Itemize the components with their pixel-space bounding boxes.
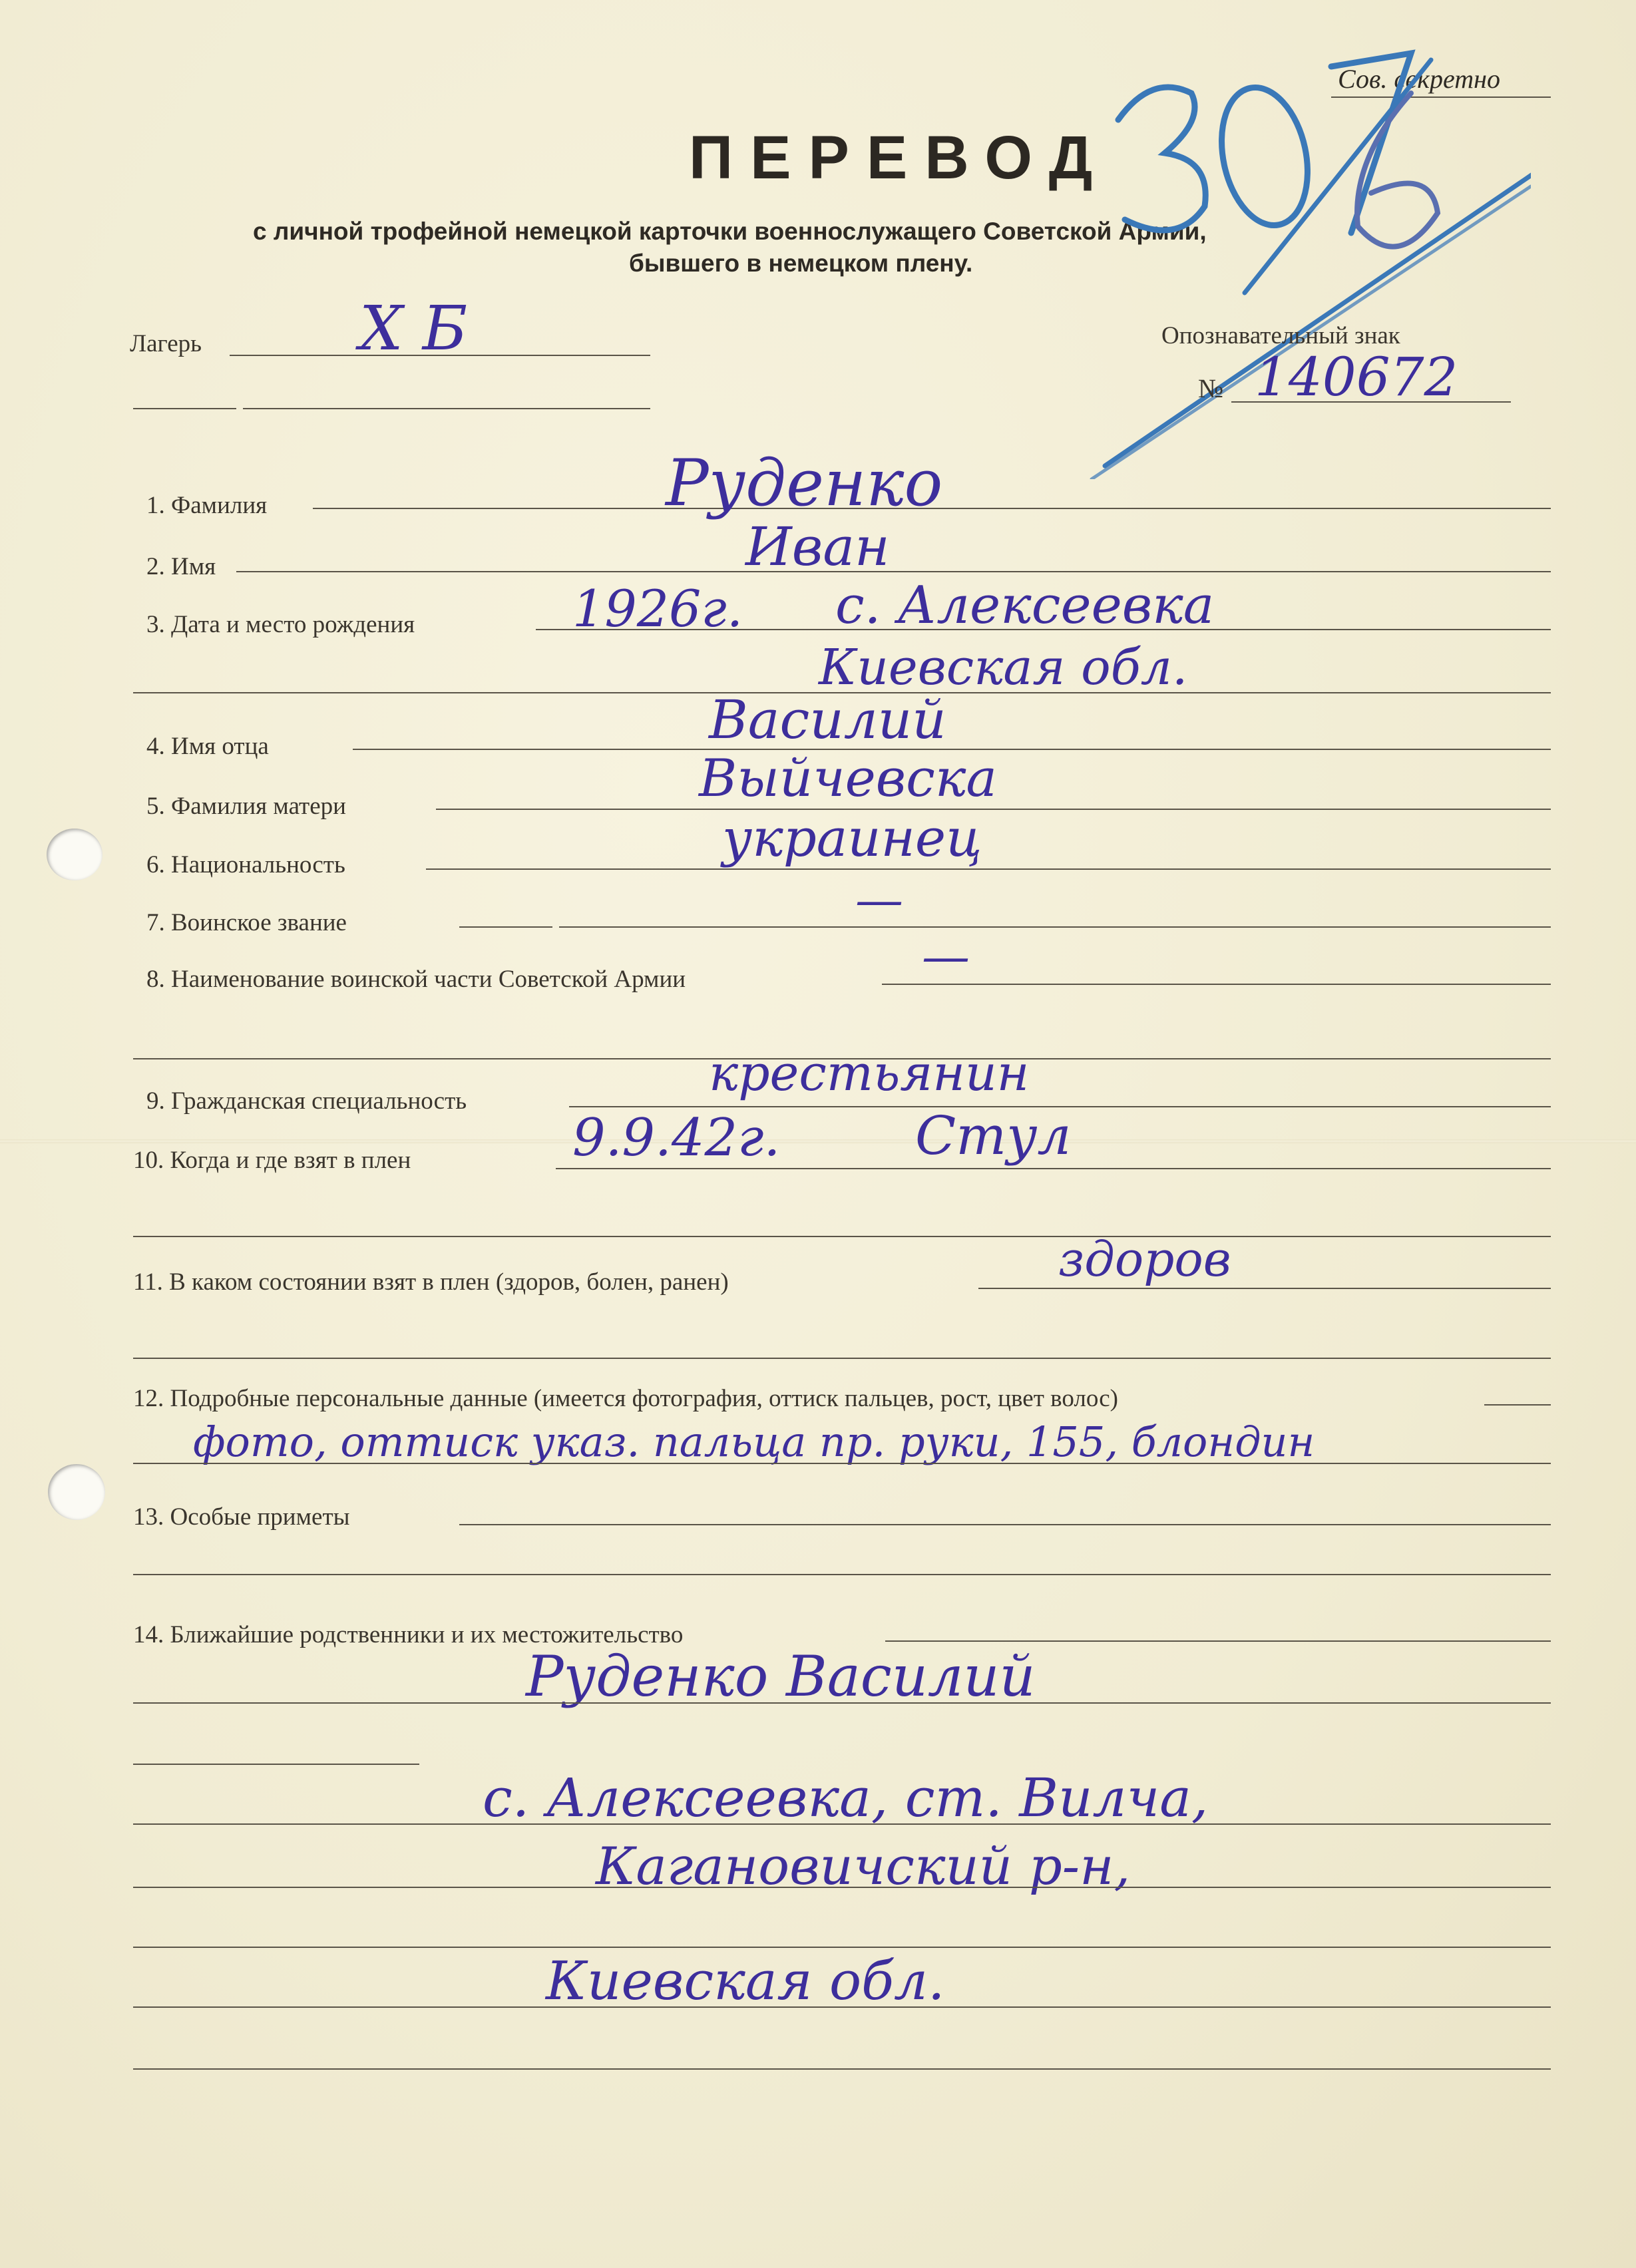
field-12-line bbox=[1484, 1404, 1551, 1406]
blue-pencil-annotation bbox=[1038, 13, 1531, 479]
field-4-label: 4. Имя отца bbox=[146, 733, 269, 760]
field-12-line-2 bbox=[133, 1463, 1551, 1464]
paper-fold bbox=[0, 1139, 1636, 1143]
field-1-label: 1. Фамилия bbox=[146, 492, 268, 519]
field-4-value: Василий bbox=[709, 689, 946, 751]
field-10-line bbox=[556, 1168, 1551, 1169]
field-7-line-b bbox=[559, 926, 1551, 928]
field-3-date: 1926г. bbox=[572, 579, 743, 638]
field-14-value-line3: Кагановичский р-н, bbox=[596, 1837, 1131, 1897]
field-14-line-5 bbox=[133, 1887, 1551, 1888]
field-7-label: 7. Воинское звание bbox=[146, 909, 347, 936]
document-title: ПЕРЕВОД bbox=[689, 124, 1110, 192]
id-tag-value: 140672 bbox=[1255, 346, 1458, 408]
field-14-line bbox=[885, 1640, 1551, 1642]
field-14-line-6 bbox=[133, 1947, 1551, 1948]
classification-stamp: Сов. секретно bbox=[1338, 64, 1500, 94]
field-14-line-2 bbox=[133, 1702, 1551, 1704]
field-13-label: 13. Особые приметы bbox=[133, 1503, 350, 1531]
field-11-value: здоров bbox=[1058, 1231, 1231, 1287]
field-8-line bbox=[882, 984, 1551, 985]
document-subtitle-line1: с личной трофейной немецкой карточки военнослужащего Советской Армии, bbox=[253, 218, 1207, 245]
field-14-label: 14. Ближайшие родственники и их местожительство bbox=[133, 1621, 684, 1648]
field-3-place-line2: Киевская обл. bbox=[819, 639, 1188, 696]
field-2-label: 2. Имя bbox=[146, 553, 216, 580]
field-14-line-3a bbox=[133, 1764, 419, 1765]
field-14-line-4 bbox=[133, 1823, 1551, 1825]
field-14-line-7 bbox=[133, 2006, 1551, 2008]
id-tag-prefix: № bbox=[1198, 373, 1224, 403]
field-10-date: 9.9.42г. bbox=[572, 1108, 781, 1168]
camp-line-2a bbox=[133, 408, 236, 409]
field-7-value: — bbox=[855, 872, 903, 928]
field-14-value-line2: с. Алексеевка, ст. Вилча, bbox=[483, 1767, 1209, 1829]
field-13-line-2 bbox=[133, 1574, 1551, 1575]
document-subtitle-line2: бывшего в немецком плену. bbox=[629, 250, 973, 277]
field-8-label: 8. Наименование воинской части Советской Армии bbox=[146, 966, 686, 993]
field-14-line-8 bbox=[133, 2068, 1551, 2070]
field-5-value: Выйчевска bbox=[699, 749, 997, 809]
field-14-value-line1: Руденко Василий bbox=[526, 1644, 1036, 1709]
camp-value: X Б bbox=[359, 293, 468, 364]
punch-hole-upper bbox=[47, 829, 102, 880]
field-3-label: 3. Дата и место рождения bbox=[146, 611, 415, 638]
field-5-label: 5. Фамилия матери bbox=[146, 793, 346, 820]
field-10-line-2 bbox=[133, 1236, 1551, 1237]
field-8-value: — bbox=[922, 928, 970, 984]
camp-label: Лагерь bbox=[130, 330, 202, 357]
field-14-value-line4: Киевская обл. bbox=[546, 1950, 945, 2012]
field-12-label: 12. Подробные персональные данные (имеется фотография, оттиск пальцев, рост, цвет волос) bbox=[133, 1385, 1118, 1412]
field-11-line-2 bbox=[133, 1358, 1551, 1359]
field-11-label: 11. В каком состоянии взят в плен (здоров, болен, ранен) bbox=[133, 1268, 729, 1296]
field-6-label: 6. Национальность bbox=[146, 851, 345, 878]
field-5-line bbox=[436, 809, 1551, 810]
field-1-value: Руденко bbox=[666, 446, 943, 520]
punch-hole-lower bbox=[48, 1464, 105, 1520]
field-2-line bbox=[236, 571, 1551, 572]
field-13-line bbox=[459, 1524, 1551, 1525]
field-6-value: украинец bbox=[722, 809, 982, 868]
field-9-value: крестьянин bbox=[709, 1045, 1030, 1102]
camp-line-2b bbox=[243, 408, 650, 409]
field-11-line bbox=[978, 1288, 1551, 1289]
field-3-place: с. Алексеевка bbox=[835, 576, 1215, 636]
field-10-label: 10. Когда и где взят в плен bbox=[133, 1147, 411, 1174]
field-12-value: фото, оттиск указ. пальца пр. руки, 155, блондин bbox=[193, 1418, 1315, 1466]
field-9-label: 9. Гражданская специальность bbox=[146, 1087, 467, 1115]
field-7-line-a bbox=[459, 926, 552, 928]
field-2-value: Иван bbox=[745, 516, 890, 578]
field-10-place: Стул bbox=[915, 1105, 1072, 1167]
field-6-line bbox=[426, 868, 1551, 870]
id-tag-label: Опознавательный знак bbox=[1161, 322, 1400, 349]
